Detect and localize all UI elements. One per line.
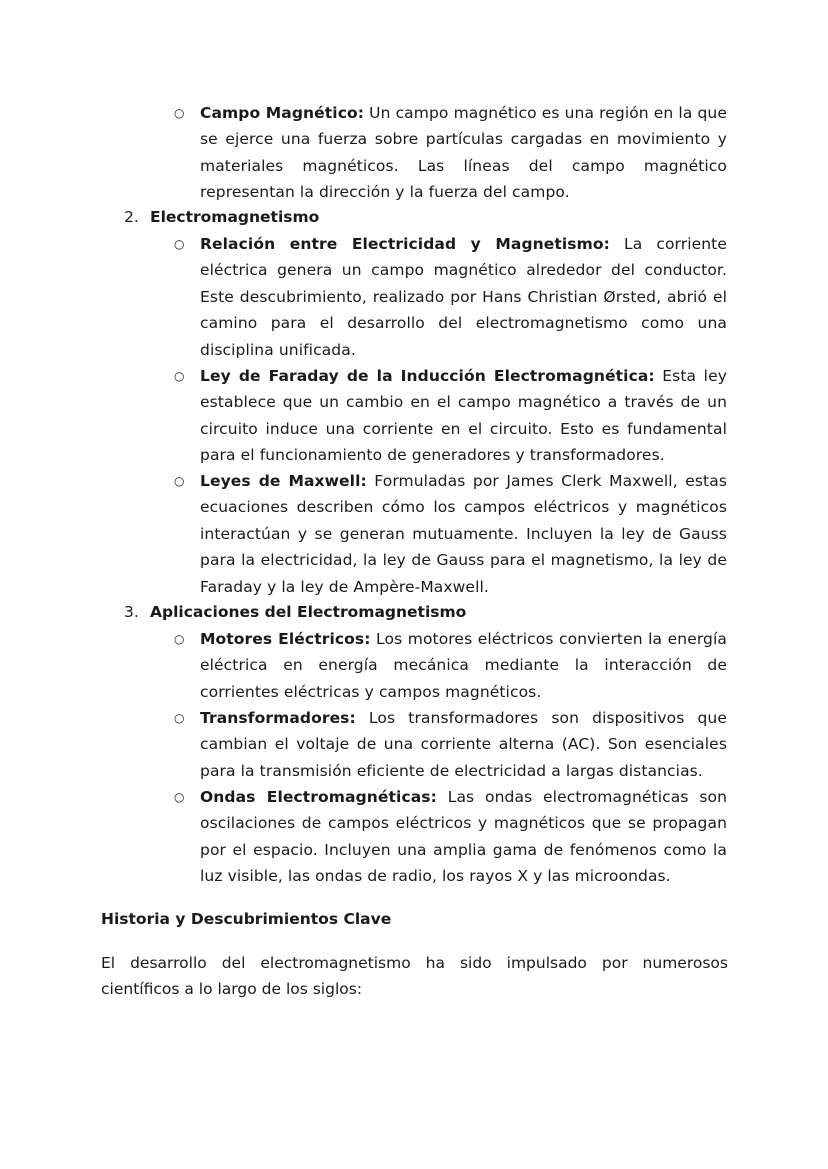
section-title: Aplicaciones del Electromagnetismo [150, 603, 467, 621]
bullet-term: Leyes de Maxwell: [200, 472, 367, 490]
section-3-heading [124, 599, 466, 625]
bullet-term: Relación entre Electricidad y Magnetismo: [200, 235, 610, 253]
bullet-text: Esta ley establece que un cambio en el campo magnético a través de un circuito induce una corriente en el circuito. Esto es fundamental para el funcionamiento de generadores y transformadores. [200, 367, 727, 465]
bullet-term: Ondas Electromagnéticas: [200, 788, 437, 806]
bullet-ondas [174, 784, 727, 890]
bullet-circle-icon: ○ [174, 632, 185, 646]
bullet-campo-magnetico [174, 100, 727, 206]
bullet-text: Los motores eléctricos convierten la energía eléctrica en energía mecánica mediante la interacción de corrientes eléctricas y campos magnéticos. [200, 630, 728, 701]
bullet-text: Formuladas por James Clerk Maxwell, estas ecuaciones describen cómo los campos eléctricos y magnéticos interactúan y se generan mutuamente. Incluyen la ley de Gauss para la electricidad, la ley de Gauss para el magnetismo, la ley de Faraday y la ley de Ampère-Maxwell. [200, 472, 727, 596]
bullet-motores [174, 626, 728, 705]
section-number: 3. [124, 603, 139, 621]
bullet-transformadores [174, 705, 727, 784]
bullet-term: Motores Eléctricos: [200, 630, 371, 648]
history-heading: Historia y Descubrimientos Clave [101, 910, 392, 928]
section-number: 2. [124, 208, 139, 226]
bullet-circle-icon: ○ [174, 790, 185, 804]
bullet-circle-icon: ○ [174, 106, 185, 120]
bullet-maxwell [174, 468, 727, 600]
bullet-text: La corriente eléctrica genera un campo magnético alrededor del conductor. Este descubrimiento, realizado por Hans Christian Ørsted, abrió el camino para el desarrollo del electromagnetismo como una disciplina unificada. [200, 235, 727, 359]
history-paragraph: El desarrollo del electromagnetismo ha sido impulsado por numerosos científicos a lo largo de los siglos: [101, 954, 728, 999]
bullet-text: Las ondas electromagnéticas son oscilaciones de campos eléctricos y magnéticos que se propagan por el espacio. Incluyen una amplia gama de fenómenos como la luz visible, las ondas de radio, los rayos X y las microondas. [200, 788, 727, 886]
bullet-circle-icon: ○ [174, 369, 185, 383]
section-2-heading [124, 204, 319, 230]
bullet-circle-icon: ○ [174, 237, 185, 251]
bullet-text: Los transformadores son dispositivos que cambian el voltaje de una corriente alterna (AC). Son esenciales para la transmisión eficiente de electricidad a largas distancias. [200, 709, 727, 780]
bullet-term: Campo Magnético: [200, 104, 365, 122]
bullet-term: Transformadores: [200, 709, 356, 727]
section-title: Electromagnetismo [150, 208, 320, 226]
bullet-circle-icon: ○ [174, 474, 185, 488]
bullet-faraday [174, 363, 727, 469]
bullet-term: Ley de Faraday de la Inducción Electromagnética: [200, 367, 655, 385]
bullet-text: Un campo magnético es una región en la que se ejerce una fuerza sobre partículas cargadas en movimiento y materiales magnéticos. Las líneas del campo magnético representan la dirección y la fuerza del campo. [200, 104, 727, 202]
bullet-relacion [174, 231, 727, 363]
bullet-circle-icon: ○ [174, 711, 185, 725]
